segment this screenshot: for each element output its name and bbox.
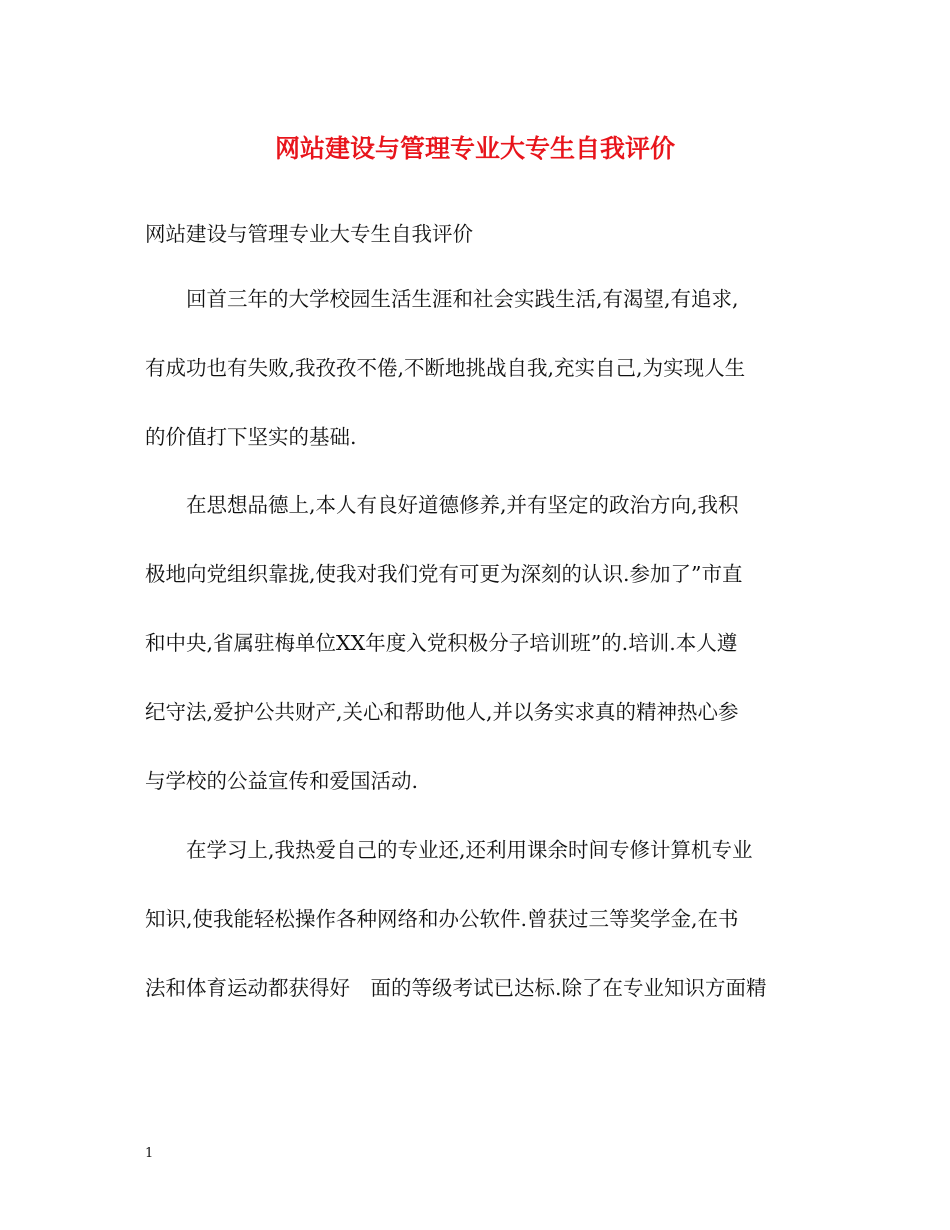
text-line-4: 在思想品德上,本人有良好道德修养,并有坚定的政治方向,我积: [145, 493, 739, 517]
page-number: 1: [145, 1146, 154, 1161]
text-line-9: 在学习上,我热爱自己的专业还,还利用课余时间专修计算机专业: [145, 838, 753, 862]
text-line-5: 极地向党组织靠拢,使我对我们党有可更为深刻的认识.参加了”市直: [145, 562, 743, 586]
text-line-3: 的价值打下坚实的基础.: [145, 425, 357, 449]
text-line-6: 和中央,省属驻梅单位XX年度入党积极分子培训班”的.培训.本人遵: [145, 631, 738, 655]
text-line-2: 有成功也有失败,我孜孜不倦,不断地挑战自我,充实自己,为实现人生: [145, 356, 746, 380]
text-line-7: 纪守法,爱护公共财产,关心和帮助他人,并以务实求真的精神热心参: [145, 700, 739, 724]
document-subtitle: 网站建设与管理专业大专生自我评价: [145, 222, 473, 246]
text-line-11: 法和体育运动都获得好 面的等级考试已达标.除了在专业知识方面精: [145, 976, 767, 1000]
text-line-8: 与学校的公益宣传和爱国活动.: [145, 769, 419, 793]
document-title: 网站建设与管理专业大专生自我评价: [274, 134, 675, 163]
text-line-1: 回首三年的大学校园生活生涯和社会实践生活,有渴望,有追求,: [145, 287, 739, 311]
text-line-10: 知识,使我能轻松操作各种网络和办公软件.曾获过三等奖学金,在书: [145, 907, 739, 931]
